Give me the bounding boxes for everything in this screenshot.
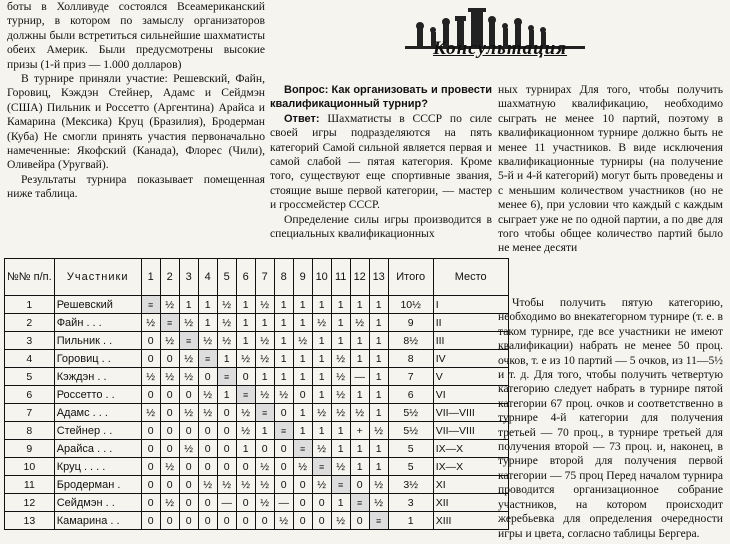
- score-cell: ½: [293, 332, 312, 350]
- score-cell: 0: [236, 512, 255, 530]
- participant-name: Арайса . . .: [54, 440, 141, 458]
- total-score: 10½: [388, 296, 433, 314]
- score-cell: 1: [312, 296, 331, 314]
- score-cell: 0: [160, 350, 179, 368]
- score-cell: 0: [179, 386, 198, 404]
- total-score: 3: [388, 494, 433, 512]
- score-cell: 1: [369, 332, 388, 350]
- table-header-row: [5, 259, 509, 296]
- score-cell: ½: [198, 476, 217, 494]
- score-cell: 0: [179, 458, 198, 476]
- score-cell: ½: [312, 404, 331, 422]
- score-cell: 1: [350, 386, 369, 404]
- total-score: 5: [388, 440, 433, 458]
- place-cell: IX—X: [433, 440, 508, 458]
- table-row: [5, 386, 509, 404]
- score-cell: 0: [179, 494, 198, 512]
- score-cell: 0: [160, 512, 179, 530]
- participant-name: Круц . . . .: [54, 458, 141, 476]
- score-cell: 0: [141, 386, 160, 404]
- header-col: 1: [141, 259, 160, 296]
- score-cell: 1: [369, 386, 388, 404]
- score-cell: 1: [274, 296, 293, 314]
- diagonal-cell: ≡: [369, 512, 388, 530]
- total-score: 9: [388, 314, 433, 332]
- score-cell: 1: [255, 422, 274, 440]
- diagonal-cell: ≡: [331, 476, 350, 494]
- score-cell: ½: [331, 404, 350, 422]
- score-cell: 1: [274, 368, 293, 386]
- score-cell: 0: [350, 512, 369, 530]
- score-cell: ½: [198, 404, 217, 422]
- score-cell: 0: [236, 494, 255, 512]
- score-cell: 0: [141, 440, 160, 458]
- answer-label: Ответ:: [284, 112, 320, 125]
- score-cell: 0: [141, 422, 160, 440]
- total-score: 1: [388, 512, 433, 530]
- score-cell: 1: [274, 350, 293, 368]
- diagonal-cell: ≡: [198, 350, 217, 368]
- table-row: [5, 314, 509, 332]
- participant-name: Адамс . . .: [54, 404, 141, 422]
- row-number: 1: [5, 296, 55, 314]
- score-cell: 1: [350, 296, 369, 314]
- place-cell: XI: [433, 476, 508, 494]
- score-cell: 0: [293, 476, 312, 494]
- header-col: 13: [369, 259, 388, 296]
- total-score: 8½: [388, 332, 433, 350]
- place-cell: VI: [433, 386, 508, 404]
- score-cell: 0: [160, 440, 179, 458]
- total-score: 3½: [388, 476, 433, 494]
- score-cell: ½: [331, 458, 350, 476]
- score-cell: 0: [255, 512, 274, 530]
- score-cell: ½: [369, 422, 388, 440]
- score-cell: ½: [141, 368, 160, 386]
- score-cell: ½: [179, 404, 198, 422]
- score-cell: ½: [236, 350, 255, 368]
- score-cell: ½: [255, 350, 274, 368]
- tournament-table: [4, 258, 509, 530]
- score-cell: 1: [217, 386, 236, 404]
- article-column-3: [498, 83, 723, 256]
- score-cell: 1: [312, 386, 331, 404]
- score-cell: 0: [274, 458, 293, 476]
- header-place: Место: [433, 259, 508, 296]
- table-row: [5, 422, 509, 440]
- row-number: 8: [5, 422, 55, 440]
- diagonal-cell: ≡: [179, 332, 198, 350]
- table-row: [5, 404, 509, 422]
- score-cell: ½: [236, 476, 255, 494]
- score-cell: 1: [255, 314, 274, 332]
- place-cell: V: [433, 368, 508, 386]
- paragraph: Определение силы игры производится в специальных квалификационных: [270, 212, 492, 241]
- score-cell: ½: [255, 332, 274, 350]
- score-cell: ½: [312, 440, 331, 458]
- header-col: 8: [274, 259, 293, 296]
- score-cell: 1: [274, 332, 293, 350]
- score-cell: 0: [217, 404, 236, 422]
- score-cell: ½: [331, 350, 350, 368]
- score-cell: 0: [312, 494, 331, 512]
- diagonal-cell: ≡: [274, 422, 293, 440]
- score-cell: 0: [198, 422, 217, 440]
- score-cell: 1: [236, 314, 255, 332]
- score-cell: 1: [331, 296, 350, 314]
- article-column-2: [270, 83, 492, 241]
- score-cell: 1: [331, 440, 350, 458]
- score-cell: ½: [179, 350, 198, 368]
- score-cell: 1: [331, 314, 350, 332]
- diagonal-cell: ≡: [217, 368, 236, 386]
- score-cell: 0: [274, 476, 293, 494]
- score-cell: 0: [198, 494, 217, 512]
- header-col: 4: [198, 259, 217, 296]
- score-cell: —: [217, 494, 236, 512]
- score-cell: ½: [179, 368, 198, 386]
- score-cell: 0: [217, 512, 236, 530]
- score-cell: 1: [312, 350, 331, 368]
- participant-name: Бродерман .: [54, 476, 141, 494]
- score-cell: ½: [255, 476, 274, 494]
- score-cell: ½: [369, 476, 388, 494]
- place-cell: XIII: [433, 512, 508, 530]
- place-cell: II: [433, 314, 508, 332]
- diagonal-cell: ≡: [350, 494, 369, 512]
- score-cell: 0: [160, 422, 179, 440]
- score-cell: ½: [160, 332, 179, 350]
- score-cell: 0: [160, 476, 179, 494]
- score-cell: ½: [236, 422, 255, 440]
- place-cell: VII—VIII: [433, 422, 508, 440]
- row-number: 4: [5, 350, 55, 368]
- header-col: 7: [255, 259, 274, 296]
- score-cell: 1: [293, 314, 312, 332]
- score-cell: ½: [369, 494, 388, 512]
- score-cell: 0: [198, 368, 217, 386]
- score-cell: 0: [293, 512, 312, 530]
- score-cell: ½: [255, 386, 274, 404]
- row-number: 2: [5, 314, 55, 332]
- score-cell: 1: [293, 422, 312, 440]
- score-cell: ½: [331, 386, 350, 404]
- score-cell: 1: [312, 368, 331, 386]
- table-row: [5, 350, 509, 368]
- score-cell: 1: [236, 332, 255, 350]
- total-score: 5½: [388, 404, 433, 422]
- score-cell: ½: [217, 296, 236, 314]
- score-cell: 1: [369, 350, 388, 368]
- score-cell: 0: [293, 494, 312, 512]
- score-cell: 1: [369, 296, 388, 314]
- section-heading: Консультация: [432, 38, 568, 59]
- total-score: 7: [388, 368, 433, 386]
- diagonal-cell: ≡: [160, 314, 179, 332]
- article-column-4: [498, 296, 723, 541]
- diagonal-cell: ≡: [236, 386, 255, 404]
- participant-name: Пильник . .: [54, 332, 141, 350]
- table-row: [5, 296, 509, 314]
- score-cell: 1: [350, 440, 369, 458]
- score-cell: ½: [198, 332, 217, 350]
- diagonal-cell: ≡: [312, 458, 331, 476]
- score-cell: 0: [217, 422, 236, 440]
- score-cell: 1: [369, 440, 388, 458]
- table-row: [5, 512, 509, 530]
- score-cell: ½: [255, 494, 274, 512]
- score-cell: 1: [198, 296, 217, 314]
- score-cell: 1: [293, 368, 312, 386]
- score-cell: 1: [369, 368, 388, 386]
- score-cell: 0: [160, 386, 179, 404]
- score-cell: 1: [293, 404, 312, 422]
- row-number: 12: [5, 494, 55, 512]
- score-cell: ½: [312, 314, 331, 332]
- total-score: 8: [388, 350, 433, 368]
- score-cell: ½: [217, 332, 236, 350]
- table-row: [5, 332, 509, 350]
- place-cell: VII—VIII: [433, 404, 508, 422]
- score-cell: 1: [179, 296, 198, 314]
- score-cell: 1: [350, 458, 369, 476]
- score-cell: 1: [293, 296, 312, 314]
- score-cell: 1: [236, 296, 255, 314]
- score-cell: 0: [217, 440, 236, 458]
- place-cell: IV: [433, 350, 508, 368]
- score-cell: ½: [331, 512, 350, 530]
- total-score: 6: [388, 386, 433, 404]
- score-cell: 1: [312, 332, 331, 350]
- article-column-1: [7, 0, 265, 202]
- score-cell: 1: [331, 422, 350, 440]
- score-cell: 0: [236, 368, 255, 386]
- participant-name: Решевский: [54, 296, 141, 314]
- score-cell: 1: [369, 458, 388, 476]
- participant-name: Камарина . .: [54, 512, 141, 530]
- header-col: 12: [350, 259, 369, 296]
- score-cell: 0: [198, 512, 217, 530]
- table-row: [5, 458, 509, 476]
- score-cell: ½: [160, 458, 179, 476]
- score-cell: 0: [198, 440, 217, 458]
- score-cell: 0: [274, 404, 293, 422]
- header-col: 5: [217, 259, 236, 296]
- total-score: 5½: [388, 422, 433, 440]
- row-number: 9: [5, 440, 55, 458]
- row-number: 11: [5, 476, 55, 494]
- score-cell: 0: [160, 404, 179, 422]
- row-number: 6: [5, 386, 55, 404]
- participant-name: Стейнер . .: [54, 422, 141, 440]
- score-cell: 0: [350, 476, 369, 494]
- score-cell: —: [350, 368, 369, 386]
- table-row: [5, 440, 509, 458]
- score-cell: ½: [198, 386, 217, 404]
- header-participants: Участники: [54, 259, 141, 296]
- score-cell: 1: [350, 332, 369, 350]
- score-cell: 1: [369, 314, 388, 332]
- row-number: 10: [5, 458, 55, 476]
- diagonal-cell: ≡: [293, 440, 312, 458]
- score-cell: 1: [236, 440, 255, 458]
- diagonal-cell: ≡: [255, 404, 274, 422]
- header-total: Итого: [388, 259, 433, 296]
- score-cell: 0: [255, 440, 274, 458]
- score-cell: ½: [160, 296, 179, 314]
- score-cell: 1: [198, 314, 217, 332]
- place-cell: III: [433, 332, 508, 350]
- participant-name: Файн . . .: [54, 314, 141, 332]
- table-row: [5, 476, 509, 494]
- score-cell: 0: [312, 512, 331, 530]
- score-cell: 0: [179, 476, 198, 494]
- score-cell: ½: [350, 314, 369, 332]
- score-cell: 1: [217, 350, 236, 368]
- score-cell: 0: [293, 386, 312, 404]
- header-number: №№ п/п.: [5, 259, 55, 296]
- score-cell: ½: [331, 368, 350, 386]
- score-cell: 0: [198, 458, 217, 476]
- score-cell: ½: [179, 314, 198, 332]
- total-score: 5: [388, 458, 433, 476]
- place-cell: I: [433, 296, 508, 314]
- score-cell: 0: [141, 332, 160, 350]
- score-cell: ½: [236, 404, 255, 422]
- score-cell: 0: [141, 494, 160, 512]
- score-cell: 1: [274, 314, 293, 332]
- score-cell: 0: [217, 458, 236, 476]
- score-cell: —: [274, 494, 293, 512]
- score-cell: 0: [274, 440, 293, 458]
- participant-name: Россетто . .: [54, 386, 141, 404]
- score-cell: 0: [179, 512, 198, 530]
- question-label: Вопрос:: [284, 84, 329, 96]
- score-cell: 0: [141, 512, 160, 530]
- participant-name: Сейдмэн . .: [54, 494, 141, 512]
- score-cell: 1: [331, 494, 350, 512]
- score-cell: ½: [274, 512, 293, 530]
- participant-name: Горовиц . .: [54, 350, 141, 368]
- place-cell: XII: [433, 494, 508, 512]
- header-col: 2: [160, 259, 179, 296]
- score-cell: ½: [274, 386, 293, 404]
- score-cell: 1: [255, 368, 274, 386]
- paragraph: боты в Холливуде состоялся Всеамериканский турнир, в котором по замыслу организаторов должны были встретиться сильнейшие шахматисты обеих Америк. Были предусмотрены высокие призы (1-й приз — 1.000 долларов): [7, 0, 265, 71]
- score-cell: ½: [160, 494, 179, 512]
- score-cell: ½: [350, 404, 369, 422]
- table-row: [5, 368, 509, 386]
- score-cell: ½: [293, 458, 312, 476]
- score-cell: ½: [179, 440, 198, 458]
- paragraph: ных турнирах Для того, чтобы получить шахматную квалификацию, необходимо сыграть не менее 10 партий, поэтому в квалификационном турнире должно быть не менее 11 участников. В виде исключения квалификационные турниры (на получение 5-й и 4-й категорий) могут быть проведены и с меньшим количеством участников (но не менее 6), при условии что каждый с каждым сыграет уже не по одной партии, а по две для того чтобы общее количество партий было не менее десяти: [498, 83, 723, 255]
- score-cell: 0: [141, 476, 160, 494]
- paragraph: Чтобы получить пятую категорию, необходимо во внекатегорном турнире (т. е. в таком турнире, где все участники не имеют квалификации) набрать не менее 50 проц. очков, т. е из 10 партий — 5 очков, из 11—5½ и т. д. Для того, чтобы получить четвертую категорию следует набрать в турнире пятой категории 67 проц. очков и соответственно в турнире 4-й категории для получения третьей — 70 проц., в турнире третьей для получения второй — 73 проц. и, наконец, в турнире второй для получения первой категории — 75 проц Перед началом турнира проводится организационное собрание участников, на котором происходит жеребьевка для определения очередности игры и цвета, согласно таблицы Бергера.: [498, 296, 723, 540]
- score-cell: 1: [312, 422, 331, 440]
- score-cell: ½: [255, 296, 274, 314]
- score-cell: ½: [217, 314, 236, 332]
- score-cell: 1: [293, 350, 312, 368]
- header-col: 9: [293, 259, 312, 296]
- score-cell: +: [350, 422, 369, 440]
- paragraph: В турнире приняли участие: Решевский, Файн, Горовиц, Кэждэн Стейнер, Адамс и Сейдмэн (США) Пильник и Россетто (Аргентина) Арайса и Камарина (Мексика) Круц (Бразилия), Бродерман (Куба) Не смогли принять участия первоначально намеченные: Якофский (Канада), Флорес (Чили), Оливейра (Уругвай).: [7, 72, 265, 172]
- header-col: 6: [236, 259, 255, 296]
- score-cell: 1: [369, 404, 388, 422]
- table-body: [5, 296, 509, 530]
- header-col: 10: [312, 259, 331, 296]
- header-col: 11: [331, 259, 350, 296]
- score-cell: 0: [141, 350, 160, 368]
- diagonal-cell: ≡: [141, 296, 160, 314]
- place-cell: IX—X: [433, 458, 508, 476]
- score-cell: 1: [350, 350, 369, 368]
- paragraph: Результаты турнира показывает помещенная ниже таблица.: [7, 172, 265, 201]
- row-number: 13: [5, 512, 55, 530]
- score-cell: ½: [141, 314, 160, 332]
- row-number: 3: [5, 332, 55, 350]
- paragraph: Шахматисты в СССР по силе своей игры подразделяются на пять категорий Самой сильной является первая и самой слабой — пятая категория. Кроме того, существуют еще спортивные звания, стоящие выше первой категории, — мастер и гроссмейстер СССР.: [270, 111, 492, 212]
- table-row: [5, 494, 509, 512]
- score-cell: 0: [236, 458, 255, 476]
- score-cell: 0: [179, 422, 198, 440]
- score-cell: 0: [141, 458, 160, 476]
- participant-name: Кэждэн . .: [54, 368, 141, 386]
- header-col: 3: [179, 259, 198, 296]
- question-text: Как организовать и провести квалификационный турнир?: [270, 84, 492, 111]
- row-number: 5: [5, 368, 55, 386]
- row-number: 7: [5, 404, 55, 422]
- score-cell: ½: [255, 458, 274, 476]
- score-cell: ½: [312, 476, 331, 494]
- score-cell: ½: [141, 404, 160, 422]
- score-cell: ½: [160, 368, 179, 386]
- score-cell: 1: [331, 332, 350, 350]
- score-cell: ½: [217, 476, 236, 494]
